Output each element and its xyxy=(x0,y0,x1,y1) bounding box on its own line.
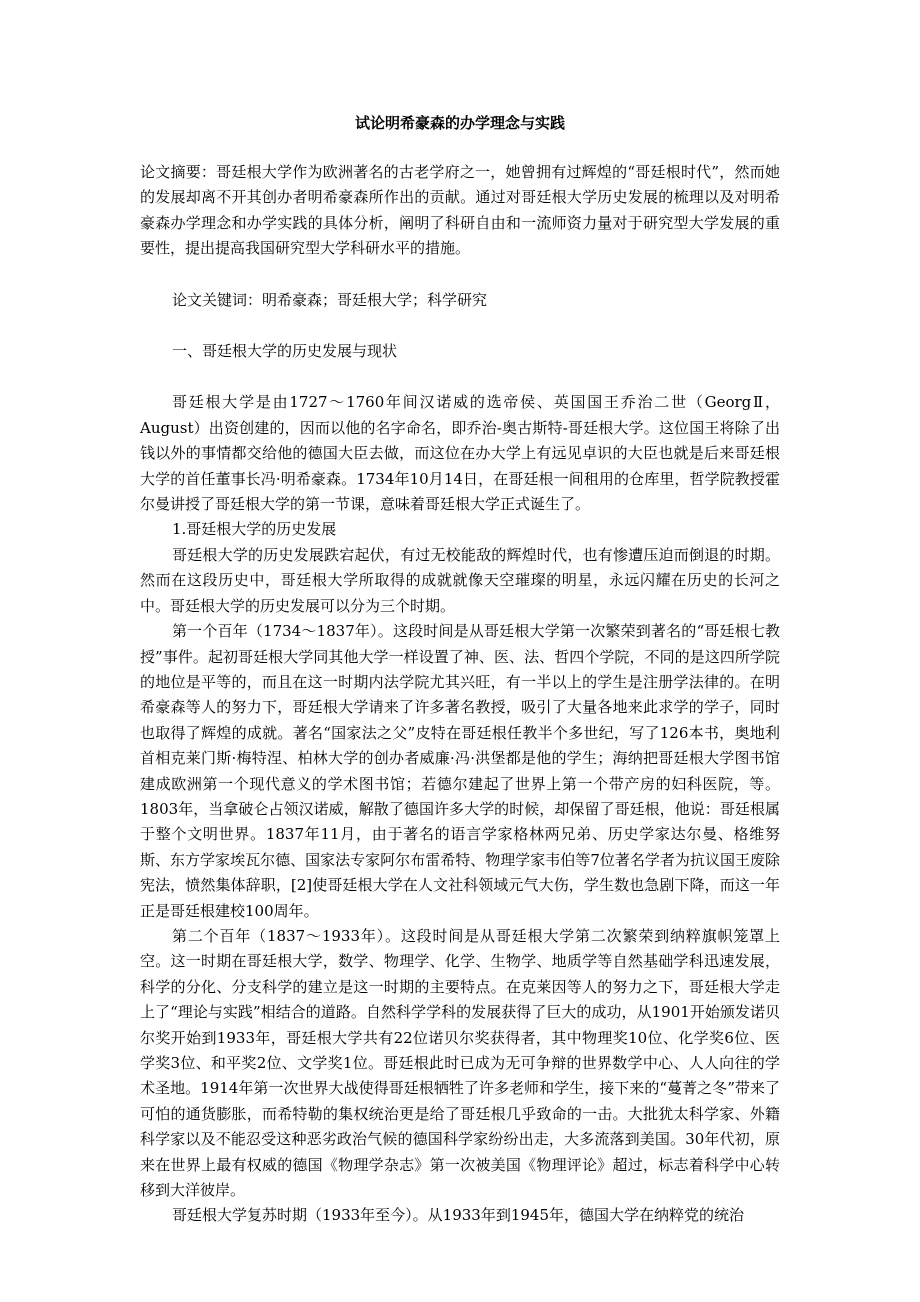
subsection-heading: 1.哥廷根大学的历史发展 xyxy=(172,520,337,539)
intro-paragraph: 哥廷根大学是由1727～1760年间汉诺威的选帝侯、英国国王乔治二世（GeorgⅡ，August）出资创建的，因而以他的名字命名，即乔治-奥古斯特-哥廷根大学。这位国王将除了出钱以外的事情都交给他的德国大臣去做，而这位在办大学上有远见卓识的大臣也就是后来哥廷根大学的首任董事长冯·明希豪森。1734年10月14日，在哥廷根一间租用的仓库里，哲学院教授霍尔曼讲授了哥廷根大学的第一节课，意味着哥廷根大学正式诞生了。 xyxy=(140,393,780,514)
section-heading: 一、哥廷根大学的历史发展与现状 xyxy=(172,342,398,361)
document-title: 试论明希豪森的办学理念与实践 xyxy=(354,114,565,132)
overview-paragraph: 哥廷根大学的历史发展跌宕起伏，有过无校能敌的辉煌时代，也有惨遭压迫而倒退的时期。然而在这段历史中，哥廷根大学所取得的成就就像天空璀璨的明星，永远闪耀在历史的长河之中。哥廷根大学的历史发展可以分为三个时期。 xyxy=(140,545,780,615)
abstract-paragraph: 论文摘要：哥廷根大学作为欧洲著名的古老学府之一，她曾拥有过辉煌的“哥廷根时代”，然而她的发展却离不开其创办者明希豪森所作出的贡献。通过对哥廷根大学历史发展的梳理以及对明希豪森办学理念和办学实践的具体分析，阐明了科研自由和一流师资力量对于研究型大学发展的重要性，提出提高我国研究型大学科研水平的措施。 xyxy=(140,163,780,258)
keywords-paragraph: 论文关键词：明希豪森；哥廷根大学；科学研究 xyxy=(172,290,488,309)
first-century-paragraph: 第一个百年（1734～1837年）。这段时间是从哥廷根大学第一次繁荣到著名的“哥廷根七教授”事件。起初哥廷根大学同其他大学一样设置了神、医、法、哲四个学院，不同的是这四所学院的地位是平等的，而且在这一时期内法学院尤其兴旺，有一半以上的学生是注册学法律的。在明希豪森等人的努力下，哥廷根大学请来了许多著名教授，吸引了大量各地来此求学的学子，同时也取得了辉煌的成就。著名“国家法之父”皮特在哥廷根任教半个多世纪，写了126本书，奥地利首相克莱门斯·梅特涅、柏林大学的创办者威廉·冯·洪堡都是他的学生；海纳把哥廷根大学图书馆建成欧洲第一个现代意义的学术图书馆；若德尔建起了世界上第一个带产房的妇科医院，等。1803年，当拿破仑占领汉诺威，解散了德国许多大学的时候，却保留了哥廷根，他说：哥廷根属于整个文明世界。1837年11月，由于著名的语言学家格林两兄弟、历史学家达尔曼、格维努斯、东方学家埃瓦尔德、国家法专家阿尔布雷希特、物理学家韦伯等7位著名学者为抗议国王废除宪法，愤然集体辞职，[2]使哥廷根大学在人文社科领域元气大伤，学生数也急剧下降，而这一年正是哥廷根建校100周年。 xyxy=(140,622,780,920)
second-century-paragraph: 第二个百年（1837～1933年）。这段时间是从哥廷根大学第二次繁荣到纳粹旗帜笼罩上空。这一时期在哥廷根大学，数学、物理学、化学、生物学、地质学等自然基础学科迅速发展，科学的分化、分支科学的建立是这一时期的主要特点。在克莱因等人的努力之下，哥廷根大学走上了“理论与实践”相结合的道路。自然科学学科的发展获得了巨大的成功，从1901开始颁发诺贝尔奖开始到1933年，哥廷根大学共有22位诺贝尔奖获得者，其中物理奖10位、化学奖6位、医学奖3位、和平奖2位、文学奖1位。哥廷根此时已成为无可争辩的世界数学中心、人人向往的学术圣地。1914年第一次世界大战使得哥廷根牺牲了许多老师和学生，接下来的“蔓菁之冬”带来了可怕的通货膨胀，而希特勒的集权统治更是给了哥廷根几乎致命的一击。大批犹太科学家、外籍科学家以及不能忍受这种恶劣政治气候的德国科学家纷纷出走，大多流落到美国。30年代初，原来在世界上最有权威的德国《物理学杂志》第一次被美国《物理评论》超过，标志着科学中心转移到大洋彼岸。 xyxy=(140,926,780,1200)
revival-paragraph: 哥廷根大学复苏时期（1933年至今）。从1933年到1945年，德国大学在纳粹党的统治 xyxy=(172,1206,745,1225)
